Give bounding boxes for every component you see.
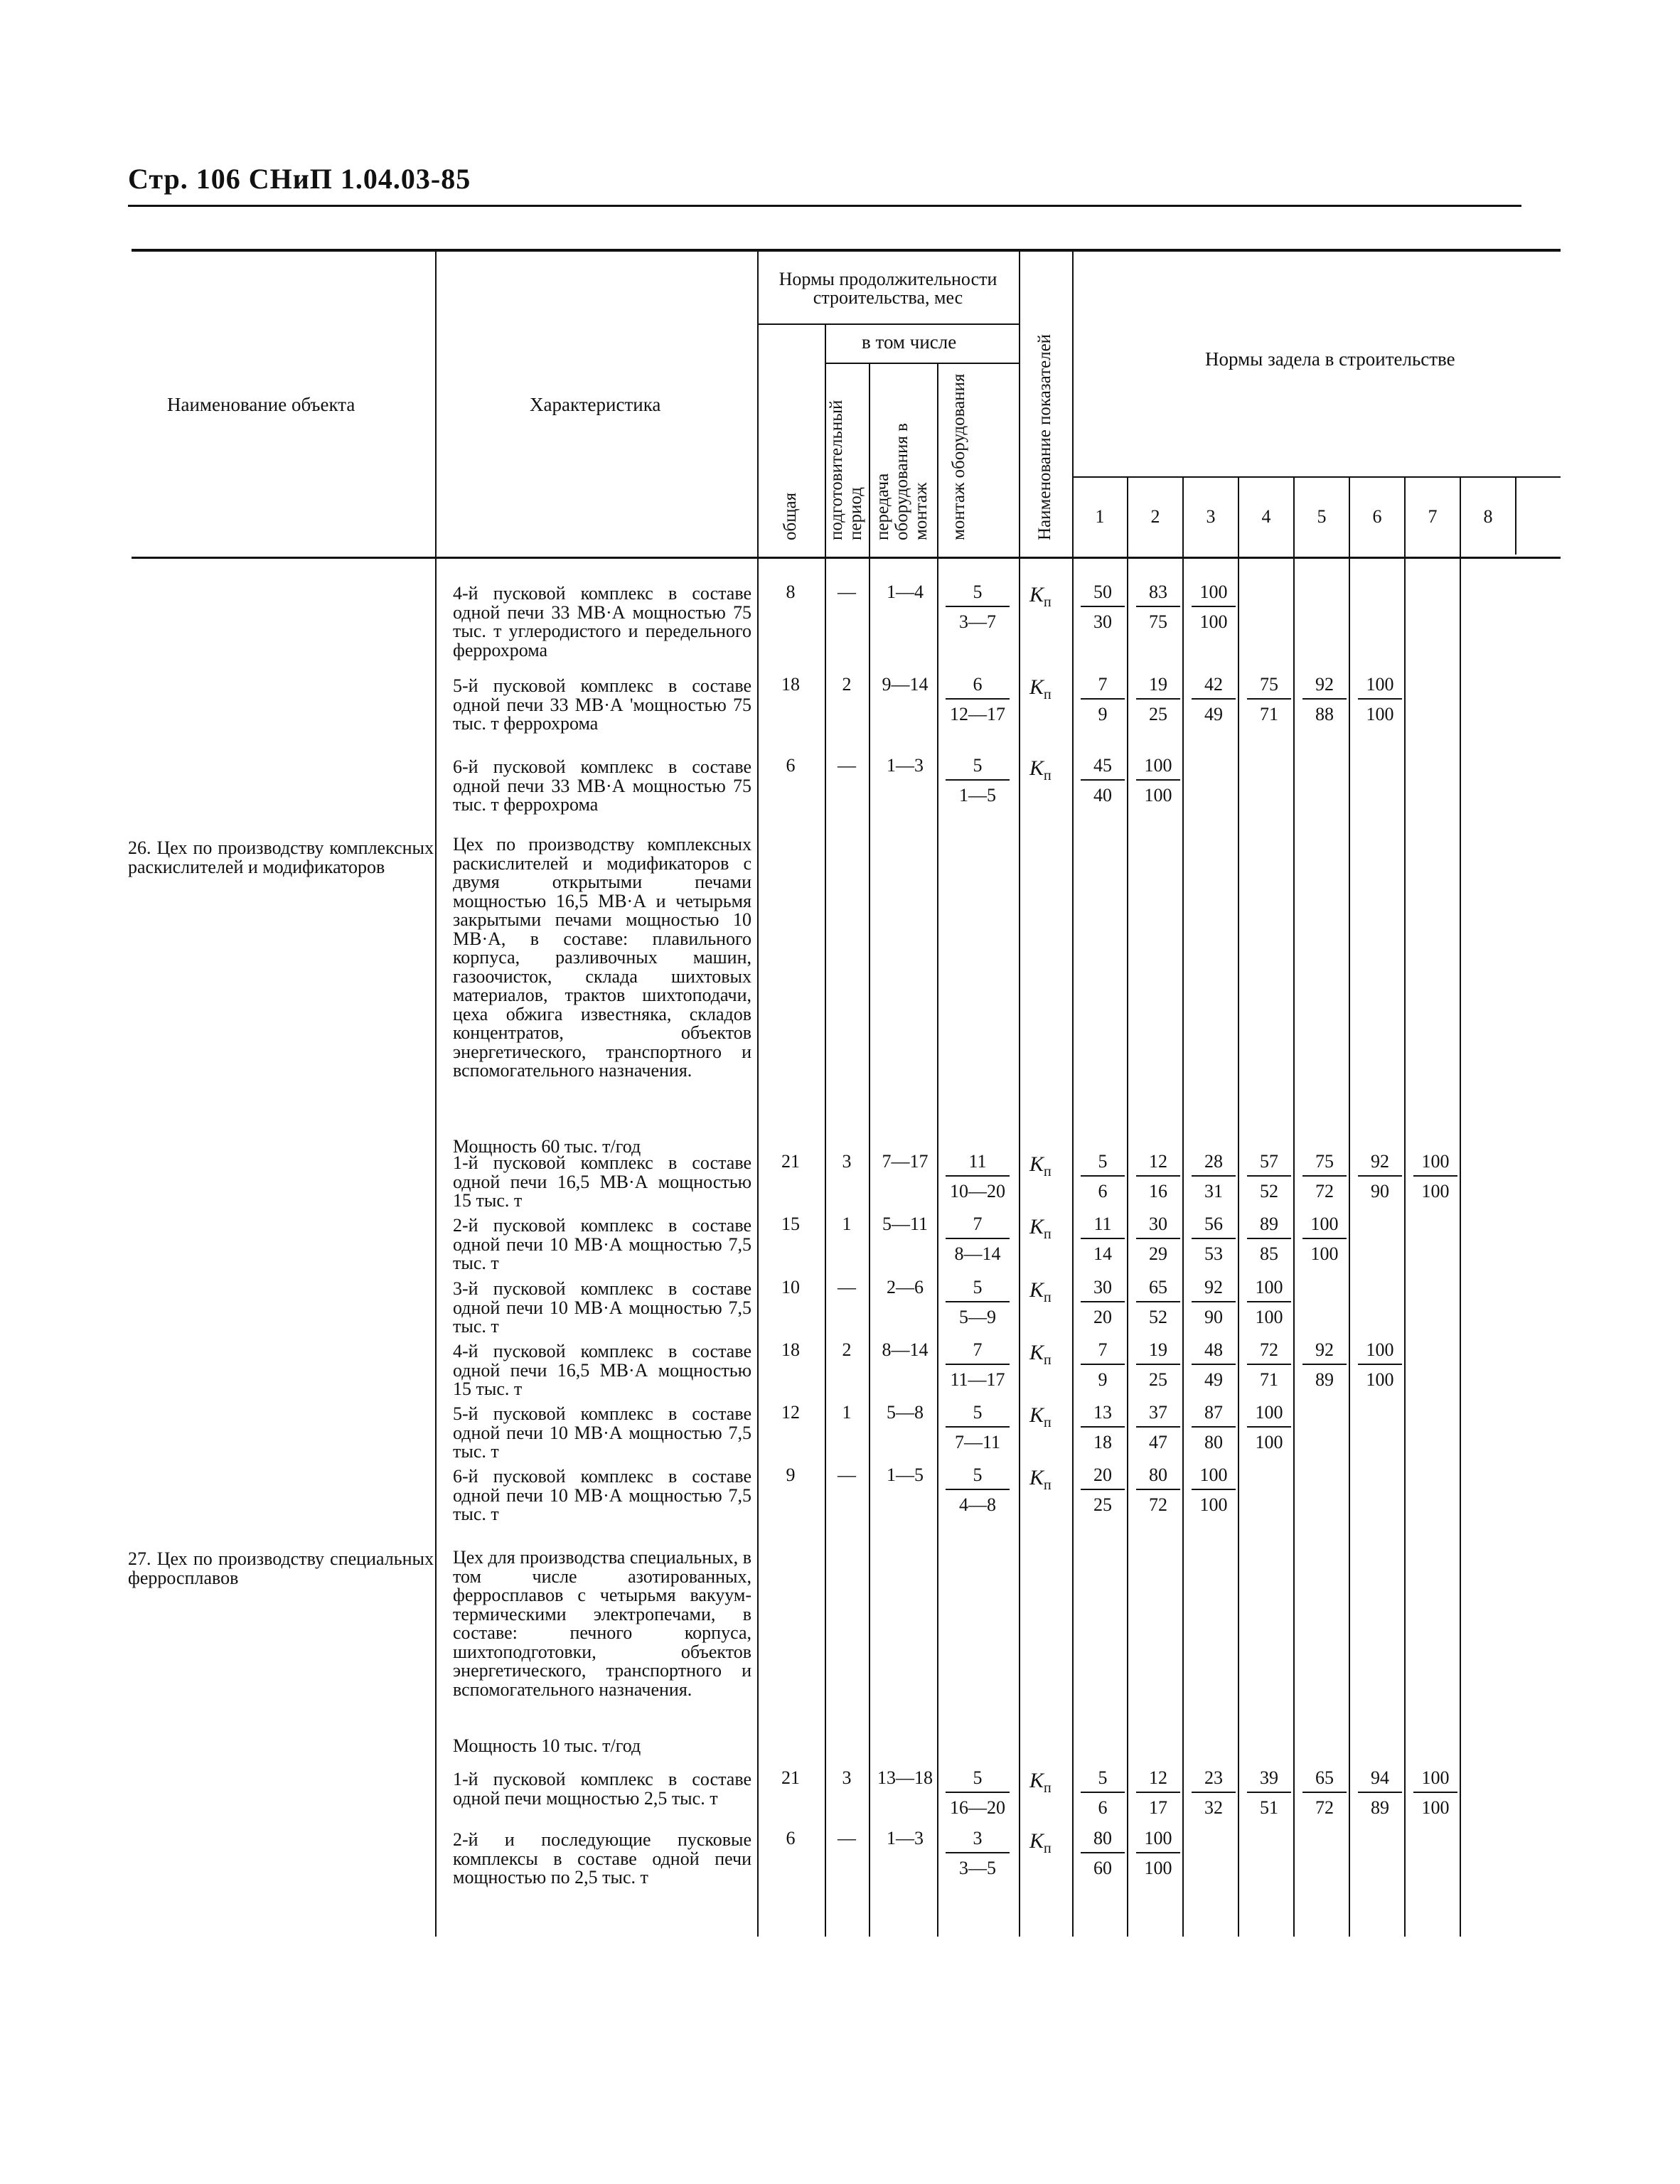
header-rule	[128, 205, 1521, 207]
row-indicator: $K_п$	[1029, 583, 1052, 610]
description-27: Цех для производства специальных, в том числе азотированных, ферросплавов с четырьмя вакуум-термическими электропечами, в составе: печного корпуса, шихтоподготовки, объектов энергетического, транспортного и вспомогательного назначения.	[453, 1547, 751, 1700]
backlog-top: 7	[1081, 674, 1125, 700]
row-transfer: 1—4	[887, 582, 924, 602]
backlog-bottom: 100	[1199, 1494, 1228, 1515]
backlog-cell-month-3	[1186, 1277, 1241, 1328]
installation-bottom: 7—11	[954, 1432, 1001, 1452]
row-transfer: 13—18	[877, 1767, 933, 1788]
installation-bottom: 12—17	[950, 704, 1005, 724]
row-total: 18	[781, 674, 800, 695]
backlog-bottom: 85	[1260, 1243, 1278, 1264]
header-indicator: Наименование показателей	[1035, 333, 1054, 540]
backlog-top: 12	[1136, 1151, 1180, 1177]
indicator-subscript: п	[1044, 1226, 1052, 1242]
backlog-cell-month-4	[1241, 674, 1297, 725]
month-header-2: 2	[1150, 506, 1160, 527]
backlog-top: 100	[1302, 1214, 1347, 1239]
backlog-top: 92	[1358, 1151, 1402, 1177]
backlog-bottom: 25	[1149, 704, 1167, 724]
backlog-top: 42	[1192, 674, 1236, 700]
backlog-bottom: 90	[1204, 1307, 1223, 1327]
backlog-top: 12	[1136, 1767, 1180, 1793]
row-characteristic: 1-й пусковой комплекс в составе одной печи мощностью 2,5 тыс. т	[453, 1769, 751, 1809]
row-preparatory: 1	[842, 1402, 852, 1423]
backlog-bottom: 6	[1098, 1181, 1108, 1201]
duration-subrule	[757, 323, 1019, 325]
backlog-top: 100	[1136, 1828, 1180, 1853]
object-26: 26. Цех по производству комплексных раскислителей и модификаторов	[128, 837, 434, 877]
backlog-cell-month-3	[1186, 1339, 1241, 1391]
backlog-bottom: 51	[1260, 1797, 1278, 1818]
backlog-bottom: 49	[1204, 1369, 1223, 1390]
row-installation	[940, 1828, 1015, 1879]
backlog-bottom: 100	[1144, 1858, 1172, 1878]
backlog-bottom: 40	[1093, 785, 1112, 805]
backlog-top: 56	[1192, 1214, 1236, 1239]
backlog-cell-month-3	[1186, 1767, 1241, 1819]
row-total: 21	[781, 1151, 800, 1172]
backlog-cell-month-6	[1352, 1339, 1408, 1391]
row-indicator: $K_п$	[1029, 1466, 1052, 1493]
col-sep-7	[1072, 250, 1074, 1937]
backlog-cell-month-6	[1352, 674, 1408, 725]
backlog-bottom: 71	[1260, 1369, 1278, 1390]
backlog-top: 11	[1081, 1214, 1125, 1239]
row-characteristic: 5-й пусковой комплекс в составе одной печи 33 МВ·А 'мощностью 75 тыс. т феррохрома	[453, 675, 751, 734]
months-rule	[1074, 476, 1561, 478]
installation-top: 5	[946, 1767, 1010, 1793]
backlog-cell-month-5	[1297, 1214, 1352, 1265]
month-header-3: 3	[1206, 506, 1216, 527]
backlog-cell-month-4	[1241, 1277, 1297, 1328]
backlog-top: 100	[1413, 1767, 1457, 1793]
month-header-4: 4	[1261, 506, 1271, 527]
backlog-top: 100	[1192, 1465, 1236, 1490]
row-indicator: $K_п$	[1029, 1829, 1052, 1856]
backlog-top: 100	[1136, 755, 1180, 781]
backlog-bottom: 18	[1093, 1432, 1112, 1452]
row-total: 21	[781, 1767, 800, 1788]
backlog-top: 83	[1136, 582, 1180, 607]
row-transfer: 1—3	[887, 1828, 924, 1848]
backlog-cell-month-1	[1075, 1465, 1130, 1516]
backlog-cell-month-2	[1130, 582, 1186, 633]
backlog-cell-month-3	[1186, 674, 1241, 725]
month-header-6: 6	[1372, 506, 1382, 527]
row-installation	[940, 582, 1015, 633]
backlog-top: 30	[1081, 1277, 1125, 1302]
backlog-top: 39	[1247, 1767, 1291, 1793]
row-indicator: $K_п$	[1029, 1278, 1052, 1305]
installation-top: 5	[946, 1402, 1010, 1428]
backlog-top: 94	[1358, 1767, 1402, 1793]
month-header-5: 5	[1317, 506, 1327, 527]
row-preparatory: 3	[842, 1767, 852, 1788]
backlog-bottom: 32	[1204, 1797, 1223, 1818]
month-header-7: 7	[1428, 506, 1438, 527]
row-installation	[940, 1277, 1015, 1328]
backlog-top: 50	[1081, 582, 1125, 607]
indicator-subscript: п	[1044, 1415, 1052, 1430]
page-header: Стр. 106 СНиП 1.04.03-85	[128, 163, 471, 195]
row-total: 6	[786, 755, 796, 776]
backlog-top: 19	[1136, 674, 1180, 700]
backlog-cell-month-3	[1186, 1402, 1241, 1453]
row-installation	[940, 1402, 1015, 1453]
row-installation	[940, 1465, 1015, 1516]
col-sep-m7	[1460, 476, 1461, 1937]
backlog-bottom: 17	[1149, 1797, 1167, 1818]
backlog-top: 48	[1192, 1339, 1236, 1365]
backlog-cell-month-5	[1297, 1151, 1352, 1202]
row-total: 9	[786, 1465, 796, 1485]
backlog-bottom: 89	[1371, 1797, 1389, 1818]
row-preparatory: —	[838, 1277, 856, 1297]
row-installation	[940, 1151, 1015, 1202]
backlog-bottom: 9	[1098, 1369, 1108, 1390]
row-preparatory: —	[838, 582, 856, 602]
backlog-cell-month-2	[1130, 1151, 1186, 1202]
table-header-rule	[132, 557, 1561, 559]
backlog-top: 100	[1413, 1151, 1457, 1177]
backlog-top: 80	[1081, 1828, 1125, 1853]
backlog-top: 57	[1247, 1151, 1291, 1177]
backlog-cell-month-1	[1075, 1339, 1130, 1391]
backlog-cell-month-1	[1075, 1151, 1130, 1202]
header-installation: монтаж оборудования	[949, 373, 968, 540]
backlog-cell-month-2	[1130, 1214, 1186, 1265]
backlog-cell-month-2	[1130, 1277, 1186, 1328]
header-total: общая	[781, 492, 800, 540]
row-installation	[940, 1767, 1015, 1819]
backlog-cell-month-4	[1241, 1339, 1297, 1391]
backlog-cell-month-7	[1408, 1151, 1463, 1202]
backlog-top: 100	[1247, 1402, 1291, 1428]
backlog-bottom: 71	[1260, 704, 1278, 724]
header-transfer: передача оборудования в монтаж	[873, 423, 931, 540]
row-indicator: $K_п$	[1029, 1769, 1052, 1796]
row-indicator: $K_п$	[1029, 675, 1052, 702]
installation-top: 7	[946, 1339, 1010, 1365]
row-transfer: 2—6	[887, 1277, 924, 1297]
backlog-bottom: 53	[1204, 1243, 1223, 1264]
installation-bottom: 4—8	[959, 1494, 996, 1515]
backlog-cell-month-4	[1241, 1214, 1297, 1265]
backlog-bottom: 52	[1149, 1307, 1167, 1327]
row-indicator: $K_п$	[1029, 1152, 1052, 1179]
backlog-cell-month-4	[1241, 1402, 1297, 1453]
installation-bottom: 11—17	[950, 1369, 1005, 1390]
row-total: 12	[781, 1402, 800, 1423]
backlog-top: 87	[1192, 1402, 1236, 1428]
backlog-cell-month-3	[1186, 582, 1241, 633]
backlog-top: 75	[1247, 674, 1291, 700]
backlog-cell-month-2	[1130, 1402, 1186, 1453]
indicator-subscript: п	[1044, 1477, 1052, 1493]
backlog-bottom: 52	[1260, 1181, 1278, 1201]
installation-bottom: 1—5	[959, 785, 996, 805]
capacity-27: Мощность 10 тыс. т/год	[453, 1735, 641, 1756]
backlog-bottom: 14	[1093, 1243, 1112, 1264]
installation-top: 3	[946, 1828, 1010, 1853]
backlog-bottom: 90	[1371, 1181, 1389, 1201]
row-preparatory: —	[838, 755, 856, 776]
backlog-bottom: 20	[1093, 1307, 1112, 1327]
backlog-top: 100	[1247, 1277, 1291, 1302]
col-sep-6	[1019, 250, 1020, 1937]
row-preparatory: —	[838, 1828, 856, 1848]
row-indicator: $K_п$	[1029, 1403, 1052, 1430]
col-sep-5	[937, 363, 938, 1937]
backlog-bottom: 16	[1149, 1181, 1167, 1201]
installation-top: 6	[946, 674, 1010, 700]
row-transfer: 1—3	[887, 755, 924, 776]
row-preparatory: 3	[842, 1151, 852, 1172]
row-total: 18	[781, 1339, 800, 1360]
indicator-subscript: п	[1044, 1841, 1052, 1856]
row-characteristic: 4-й пусковой комплекс в составе одной печи 16,5 МВ·А мощностью 15 тыс. т	[453, 1341, 751, 1399]
backlog-cell-month-2	[1130, 674, 1186, 725]
backlog-bottom: 80	[1204, 1432, 1223, 1452]
col-sep-3	[825, 323, 826, 1937]
backlog-bottom: 29	[1149, 1243, 1167, 1264]
row-characteristic: 6-й пусковой комплекс в составе одной печи 33 МВ·А мощностью 75 тыс. т феррохрома	[453, 756, 751, 815]
backlog-cell-month-6	[1352, 1151, 1408, 1202]
backlog-bottom: 75	[1149, 611, 1167, 632]
backlog-cell-month-3	[1186, 1151, 1241, 1202]
backlog-cell-month-5	[1297, 1339, 1352, 1391]
backlog-cell-month-2	[1130, 1465, 1186, 1516]
backlog-top: 92	[1192, 1277, 1236, 1302]
backlog-bottom: 100	[1366, 704, 1394, 724]
header-backlog: Нормы задела в строительстве	[1205, 348, 1455, 370]
header-characteristic: Характеристика	[530, 394, 661, 415]
backlog-top: 100	[1358, 674, 1402, 700]
row-indicator: $K_п$	[1029, 756, 1052, 783]
header-object-name: Наименование объекта	[167, 394, 355, 415]
row-transfer: 1—5	[887, 1465, 924, 1485]
backlog-bottom: 100	[1255, 1432, 1283, 1452]
header-including: в том числе	[862, 331, 957, 353]
row-indicator: $K_п$	[1029, 1215, 1052, 1242]
installation-top: 11	[946, 1151, 1010, 1177]
backlog-cell-month-1	[1075, 674, 1130, 725]
backlog-top: 23	[1192, 1767, 1236, 1793]
backlog-top: 5	[1081, 1151, 1125, 1177]
backlog-bottom: 89	[1315, 1369, 1334, 1390]
backlog-bottom: 72	[1315, 1797, 1334, 1818]
backlog-top: 75	[1302, 1151, 1347, 1177]
row-indicator: $K_п$	[1029, 1341, 1052, 1368]
row-preparatory: 2	[842, 1339, 852, 1360]
backlog-cell-month-1	[1075, 1277, 1130, 1328]
row-transfer: 5—8	[887, 1402, 924, 1423]
row-characteristic: 5-й пусковой комплекс в составе одной печи 10 МВ·А мощностью 7,5 тыс. т	[453, 1403, 751, 1462]
object-27: 27. Цех по производству специальных ферросплавов	[128, 1548, 434, 1588]
col-sep-2	[757, 250, 759, 1937]
backlog-bottom: 100	[1199, 611, 1228, 632]
backlog-cell-month-1	[1075, 582, 1130, 633]
row-transfer: 9—14	[882, 674, 929, 695]
row-preparatory: —	[838, 1465, 856, 1485]
backlog-bottom: 60	[1093, 1858, 1112, 1878]
backlog-cell-month-1	[1075, 1828, 1130, 1879]
row-characteristic: 2-й и последующие пусковые комплексы в составе одной печи мощностью по 2,5 тыс. т	[453, 1829, 751, 1888]
backlog-top: 5	[1081, 1767, 1125, 1793]
backlog-cell-month-5	[1297, 1767, 1352, 1819]
backlog-top: 19	[1136, 1339, 1180, 1365]
backlog-cell-month-3	[1186, 1465, 1241, 1516]
backlog-bottom: 47	[1149, 1432, 1167, 1452]
installation-top: 7	[946, 1214, 1010, 1239]
installation-bottom: 16—20	[950, 1797, 1005, 1818]
installation-top: 5	[946, 1277, 1010, 1302]
indicator-subscript: п	[1044, 1780, 1052, 1796]
capacity-26: Мощность 60 тыс. т/год	[453, 1136, 641, 1157]
backlog-cell-month-7	[1408, 1767, 1463, 1819]
row-preparatory: 1	[842, 1214, 852, 1234]
row-total: 8	[786, 582, 796, 602]
backlog-top: 89	[1247, 1214, 1291, 1239]
month-header-8: 8	[1483, 506, 1493, 527]
description-26: Цех по производству комплексных раскислителей и модификаторов с двумя открытыми печами мощностью 16,5 МВ·А и четырьмя закрытыми печами мощностью 10 МВ·А, в составе: плавильного корпуса, разливочных машин, газоочисток, склада шихтовых материалов, трактов шихтоподачи, цеха обжига известняка, складов концентратов, объектов энергетического, транспортного и вспомогательного назначения.	[453, 834, 751, 1081]
row-preparatory: 2	[842, 674, 852, 695]
backlog-top: 80	[1136, 1465, 1180, 1490]
backlog-bottom: 30	[1093, 611, 1112, 632]
backlog-top: 13	[1081, 1402, 1125, 1428]
backlog-cell-month-1	[1075, 755, 1130, 806]
backlog-cell-month-4	[1241, 1767, 1297, 1819]
backlog-cell-month-4	[1241, 1151, 1297, 1202]
backlog-bottom: 100	[1421, 1797, 1450, 1818]
row-characteristic: 6-й пусковой комплекс в составе одной печи 10 МВ·А мощностью 7,5 тыс. т	[453, 1466, 751, 1524]
backlog-bottom: 100	[1255, 1307, 1283, 1327]
row-installation	[940, 674, 1015, 725]
backlog-top: 100	[1192, 582, 1236, 607]
backlog-cell-month-2	[1130, 1339, 1186, 1391]
backlog-bottom: 72	[1149, 1494, 1167, 1515]
backlog-top: 28	[1192, 1151, 1236, 1177]
backlog-top: 45	[1081, 755, 1125, 781]
table-top-rule	[132, 249, 1561, 252]
row-installation	[940, 1339, 1015, 1391]
indicator-subscript: п	[1044, 687, 1052, 702]
indicator-subscript: п	[1044, 1164, 1052, 1179]
backlog-bottom: 100	[1144, 785, 1172, 805]
col-sep-m8	[1515, 476, 1516, 555]
backlog-cell-month-3	[1186, 1214, 1241, 1265]
backlog-top: 92	[1302, 1339, 1347, 1365]
installation-top: 5	[946, 1465, 1010, 1490]
backlog-bottom: 25	[1093, 1494, 1112, 1515]
backlog-bottom: 88	[1315, 704, 1334, 724]
installation-top: 5	[946, 582, 1010, 607]
row-transfer: 8—14	[882, 1339, 929, 1360]
backlog-bottom: 31	[1204, 1181, 1223, 1201]
backlog-bottom: 6	[1098, 1797, 1108, 1818]
indicator-subscript: п	[1044, 594, 1052, 610]
row-installation	[940, 1214, 1015, 1265]
backlog-bottom: 100	[1366, 1369, 1394, 1390]
backlog-bottom: 100	[1421, 1181, 1450, 1201]
backlog-cell-month-1	[1075, 1767, 1130, 1819]
row-characteristic: 3-й пусковой комплекс в составе одной печи 10 МВ·А мощностью 7,5 тыс. т	[453, 1278, 751, 1337]
including-subrule	[825, 363, 1019, 364]
backlog-top: 72	[1247, 1339, 1291, 1365]
row-transfer: 5—11	[882, 1214, 929, 1234]
backlog-bottom: 49	[1204, 704, 1223, 724]
backlog-top: 100	[1358, 1339, 1402, 1365]
row-characteristic: 1-й пусковой комплекс в составе одной печи 16,5 МВ·А мощностью 15 тыс. т	[453, 1152, 751, 1211]
backlog-cell-month-1	[1075, 1402, 1130, 1453]
row-characteristic: 2-й пусковой комплекс в составе одной печи 10 МВ·А мощностью 7,5 тыс. т	[453, 1215, 751, 1273]
backlog-bottom: 72	[1315, 1181, 1334, 1201]
backlog-top: 30	[1136, 1214, 1180, 1239]
backlog-top: 65	[1136, 1277, 1180, 1302]
indicator-subscript: п	[1044, 1290, 1052, 1305]
installation-bottom: 3—5	[959, 1858, 996, 1878]
installation-bottom: 8—14	[954, 1243, 1001, 1264]
backlog-top: 65	[1302, 1767, 1347, 1793]
backlog-bottom: 9	[1098, 704, 1108, 724]
row-installation	[940, 755, 1015, 806]
backlog-cell-month-1	[1075, 1214, 1130, 1265]
header-preparatory: подготовительный период	[827, 400, 865, 540]
month-header-1: 1	[1095, 506, 1105, 527]
installation-bottom: 5—9	[959, 1307, 996, 1327]
backlog-top: 37	[1136, 1402, 1180, 1428]
installation-top: 5	[946, 755, 1010, 781]
row-total: 6	[786, 1828, 796, 1848]
indicator-subscript: п	[1044, 1352, 1052, 1368]
col-sep-1	[435, 250, 437, 1937]
row-total: 10	[781, 1277, 800, 1297]
row-transfer: 7—17	[882, 1151, 929, 1172]
backlog-top: 20	[1081, 1465, 1125, 1490]
indicator-subscript: п	[1044, 768, 1052, 783]
row-characteristic: 4-й пусковой комплекс в составе одной печи 33 МВ·А мощностью 75 тыс. т углеродистого и передельного феррохрома	[453, 583, 751, 660]
backlog-cell-month-2	[1130, 1828, 1186, 1879]
backlog-cell-month-6	[1352, 1767, 1408, 1819]
installation-bottom: 10—20	[950, 1181, 1005, 1201]
backlog-cell-month-5	[1297, 674, 1352, 725]
backlog-bottom: 100	[1310, 1243, 1339, 1264]
row-total: 15	[781, 1214, 800, 1234]
header-duration: Нормы продолжительности строительства, мес	[779, 269, 997, 308]
installation-bottom: 3—7	[959, 611, 996, 632]
backlog-cell-month-2	[1130, 1767, 1186, 1819]
backlog-top: 7	[1081, 1339, 1125, 1365]
backlog-top: 92	[1302, 674, 1347, 700]
backlog-bottom: 25	[1149, 1369, 1167, 1390]
backlog-cell-month-2	[1130, 755, 1186, 806]
